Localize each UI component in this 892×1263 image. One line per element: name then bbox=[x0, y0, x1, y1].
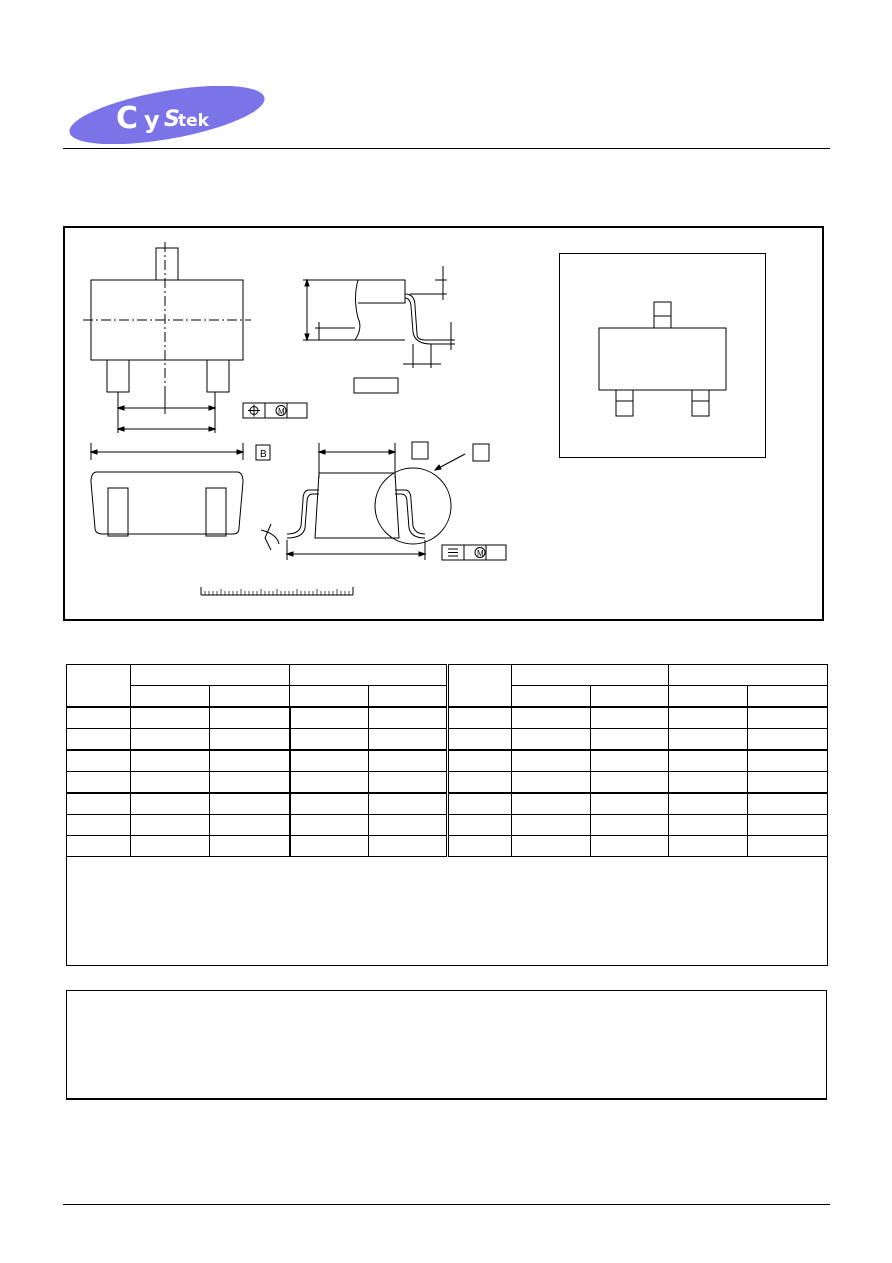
front-view-body bbox=[91, 472, 243, 534]
dimensions-table bbox=[66, 664, 828, 966]
table-header-cell bbox=[369, 686, 448, 708]
table-header-cell bbox=[512, 665, 669, 686]
top-view-lead-top bbox=[156, 248, 178, 280]
detail-circle bbox=[375, 468, 451, 544]
detail-label-box bbox=[473, 444, 489, 461]
table-header-cell bbox=[669, 665, 828, 686]
table-header-cell bbox=[290, 686, 369, 708]
top-view-body bbox=[91, 280, 243, 360]
front-view-lead-right bbox=[206, 488, 226, 536]
table-header-cell bbox=[131, 665, 290, 686]
footer-rule bbox=[63, 1204, 830, 1205]
logo-text-y: y bbox=[144, 106, 160, 134]
marking-body bbox=[599, 328, 726, 390]
side-view-body bbox=[358, 280, 405, 303]
table-header-cell bbox=[67, 665, 131, 708]
table-row bbox=[67, 707, 828, 729]
table-row bbox=[67, 772, 828, 794]
table-header-cell bbox=[210, 686, 290, 708]
table-header-cell bbox=[448, 665, 512, 708]
datum-b-label: B bbox=[260, 449, 267, 460]
marking-lead-left bbox=[616, 390, 633, 416]
side-detail-body bbox=[315, 473, 399, 538]
table-notes-row bbox=[67, 857, 828, 966]
marking-diagram-frame bbox=[559, 253, 766, 458]
scale-bar-ticks bbox=[205, 589, 349, 595]
svg-text:M: M bbox=[477, 549, 484, 558]
table-row bbox=[67, 729, 828, 751]
table-row bbox=[67, 793, 828, 815]
header-rule bbox=[63, 148, 830, 149]
table-header-cell bbox=[512, 686, 591, 708]
svg-text:M: M bbox=[278, 407, 285, 416]
table-row bbox=[67, 815, 828, 836]
datum-a-box bbox=[412, 442, 428, 459]
table-header-cell bbox=[748, 686, 828, 708]
table-header-row-1 bbox=[67, 665, 828, 686]
package-code-box bbox=[354, 378, 398, 393]
logo-text-c: C bbox=[116, 101, 139, 136]
table-header-row-2 bbox=[67, 686, 828, 708]
outline-drawing-frame bbox=[63, 226, 824, 621]
table-notes-cell bbox=[67, 857, 828, 966]
marking-lead-right bbox=[692, 390, 709, 416]
table-header-cell bbox=[290, 665, 448, 686]
table-row bbox=[67, 750, 828, 772]
logo-text-tek: tek bbox=[178, 111, 209, 131]
marking-lead-top bbox=[654, 302, 671, 328]
company-logo bbox=[66, 86, 268, 144]
table-header-cell bbox=[591, 686, 669, 708]
logo-text-s: S bbox=[164, 107, 180, 132]
table-header-cell bbox=[669, 686, 748, 708]
notes-box bbox=[66, 990, 827, 1100]
front-view-lead-left bbox=[108, 488, 128, 536]
top-view-lead-right bbox=[207, 360, 229, 392]
table-row bbox=[67, 836, 828, 857]
table-header-cell bbox=[131, 686, 210, 708]
top-view-lead-left bbox=[107, 360, 129, 392]
